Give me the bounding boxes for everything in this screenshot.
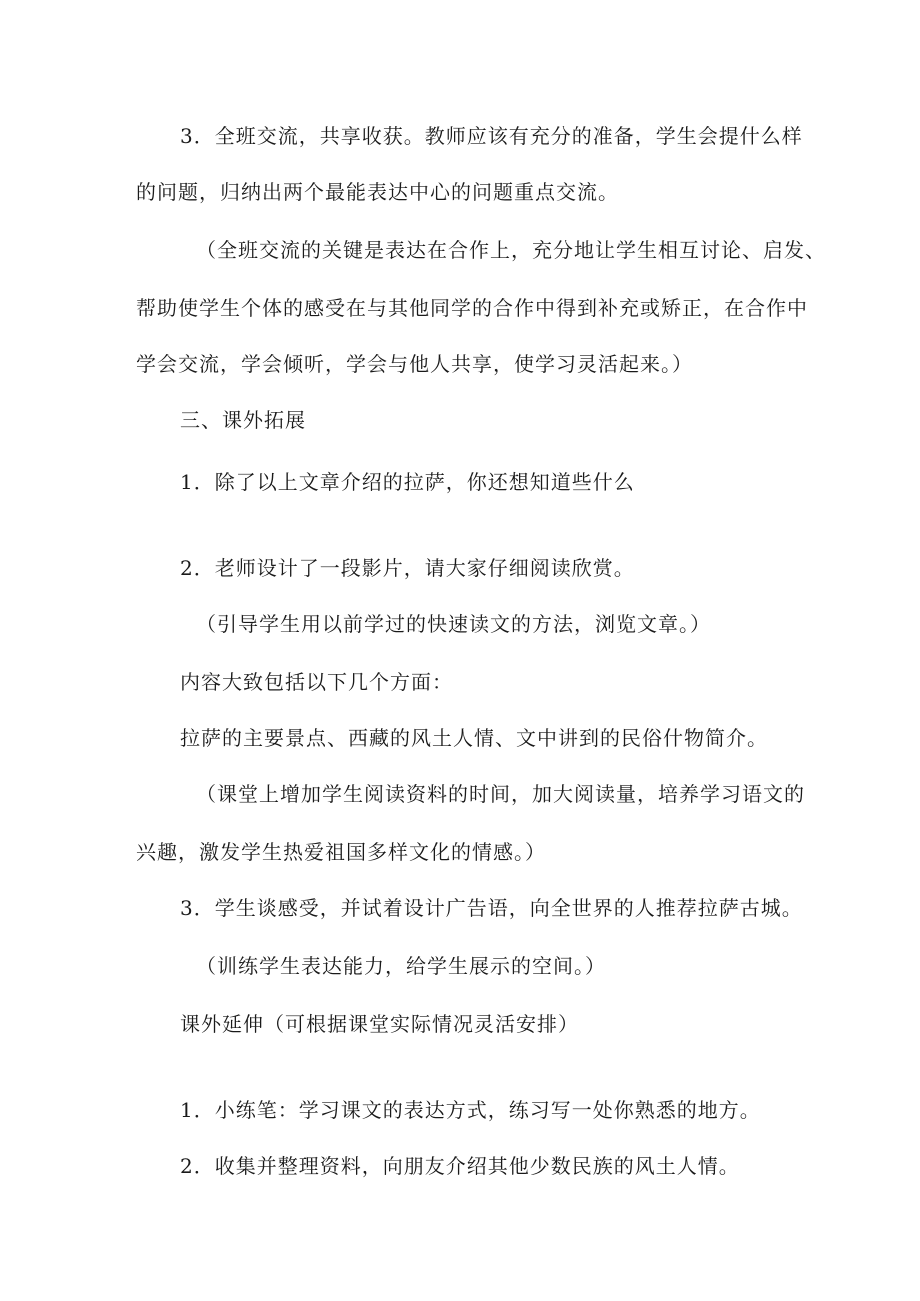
- paragraph-line: 的问题，归纳出两个最能表达中心的问题重点交流。: [136, 180, 619, 204]
- list-item: 1．除了以上文章介绍的拉萨，你还想知道些什么: [180, 470, 635, 494]
- section-heading: 三、课外拓展: [180, 408, 306, 432]
- paragraph-line: 帮助使学生个体的感受在与其他同学的合作中得到补充或矫正，在合作中: [136, 296, 808, 320]
- paragraph-line: 内容大致包括以下几个方面：: [180, 670, 453, 694]
- note-line: （引导学生用以前学过的快速读文的方法，浏览文章。）: [196, 612, 711, 636]
- list-item: 2．老师设计了一段影片，请大家仔细阅读欣赏。: [180, 556, 635, 580]
- paragraph-line: 拉萨的主要景点、西藏的风土人情、文中讲到的民俗什物简介。: [180, 726, 768, 750]
- note-line: 兴趣，激发学生热爱祖国多样文化的情感。）: [136, 840, 546, 864]
- section-heading: 课外延伸（可根据课堂实际情况灵活安排）: [180, 1012, 579, 1036]
- list-item: 3．学生谈感受，并试着设计广告语，向全世界的人推荐拉萨古城。: [180, 896, 803, 920]
- paragraph-line: 学会交流，学会倾听，学会与他人共享，使学习灵活起来。）: [136, 352, 693, 376]
- note-line: （课堂上增加学生阅读资料的时间，加大阅读量，培养学习语文的: [196, 782, 805, 806]
- note-line: （训练学生表达能力，给学生展示的空间。）: [196, 954, 606, 978]
- list-item: 2．收集并整理资料，向朋友介绍其他少数民族的风土人情。: [180, 1154, 740, 1178]
- paragraph-line: （全班交流的关键是表达在合作上，充分地让学生相互讨论、启发、: [196, 238, 826, 262]
- list-item: 1．小练笔：学习课文的表达方式，练习写一处你熟悉的地方。: [180, 1098, 761, 1122]
- paragraph-line: 3．全班交流，共享收获。教师应该有充分的准备，学生会提什么样: [180, 124, 803, 148]
